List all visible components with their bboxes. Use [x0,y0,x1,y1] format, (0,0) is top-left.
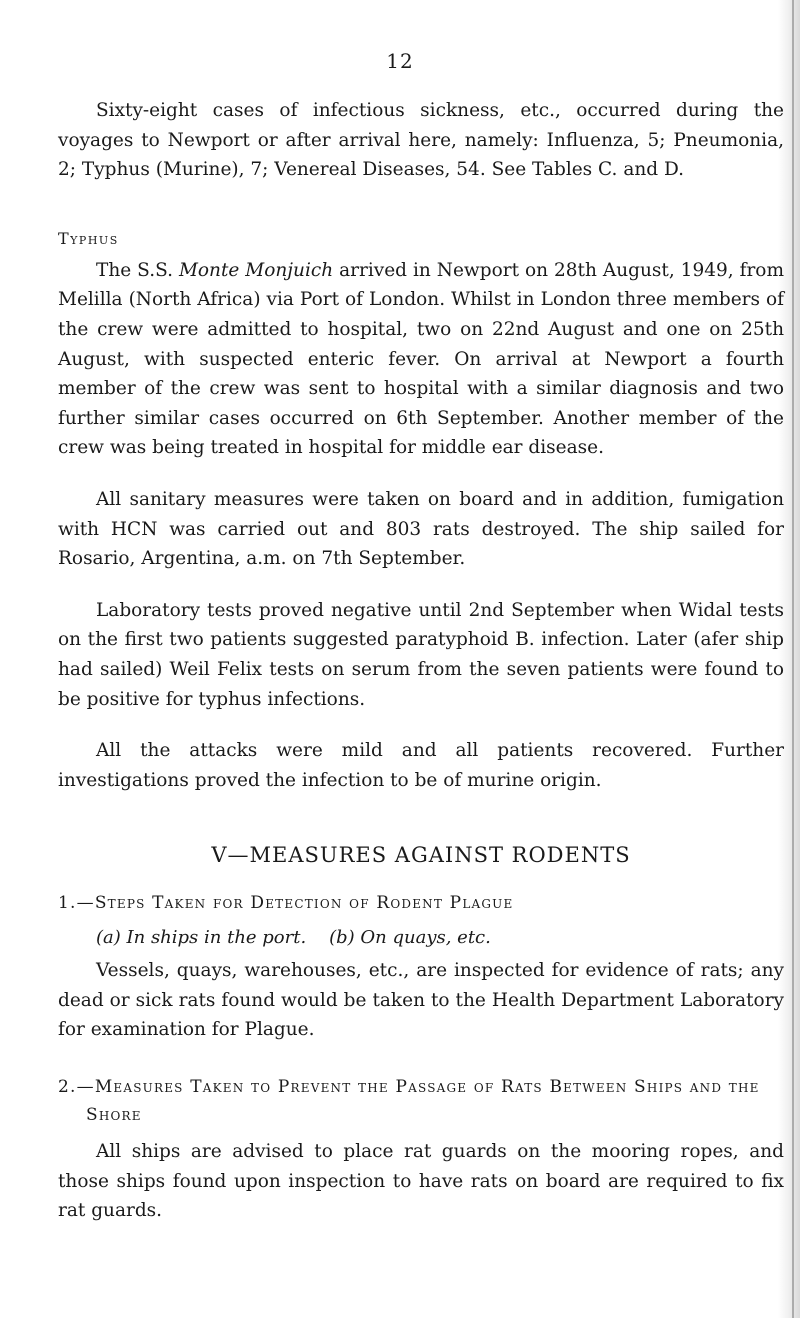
detection-sublist [58,927,784,948]
prevention-subheading: 2.—Measures Taken to Prevent the Passage of Rats Between Ships and the Shore [58,1077,760,1126]
detection-paragraph: Vessels, quays, warehouses, etc., are inspected for evidence of rats; any dead or sick rats found would be taken to the Health Department Laboratory for examination for Plague. [58,960,784,1041]
ship-name: Monte Monjuich [178,259,334,281]
sub-b-label: (b) [329,927,355,949]
intro-paragraph: Sixty-eight cases of infectious sickness, etc., occurred during the voyages to Newport or after arrival here, namely: Influenza, 5; Pneumonia, 2; Typhus (Murine), 7; Venereal Diseases, 54. See Tables C. and D. [58,100,784,181]
sub-a-text: In ships in the port. [126,927,307,949]
typhus-paragraph-1 [58,256,784,463]
typhus-para1-prefix: The S.S. [96,259,179,281]
typhus-paragraph-4: All the attacks were mild and all patients recovered. Further investigations proved the infection to be of murine origin. [58,740,784,791]
sub-b-text: On quays, etc. [360,927,491,949]
typhus-paragraph-2: All sanitary measures were taken on board and in addition, fumigation with HCN was carried out and 803 rats destroyed. The ship sailed for Rosario, Argentina, a.m. on 7th September. [58,488,784,570]
typhus-paragraph-3: Laboratory tests proved negative until 2nd September when Widal tests on the first two patients suggested paratyphoid B. infection. Later (afer ship had sailed) Weil Felix tests on serum from the seven patients were found to be positive for typhus infections. [58,599,784,710]
document-body [58,96,784,1226]
page-edge-line [792,0,794,1318]
typhus-para1-rest: arrived in Newport on 28th August, 1949, from Melilla (North Africa) via Port of London. Whilst in London three members of the crew were admitted to hospital, two on 22nd August and one on 25th August, with suspected enteric fever. On arrival at Newport a fourth member of the crew was sent to hospital with a similar diagnosis and two further similar cases occurred on 6th September. Another member of the crew was being treated in hospital for middle ear disease. [58,259,784,459]
rodents-section-heading: V—MEASURES AGAINST RODENTS [211,843,631,868]
page-number: 12 [386,49,414,73]
sub-a-label: (a) [96,927,121,949]
typhus-heading: Typhus [58,228,119,248]
detection-subheading: 1.—Steps Taken for Detection of Rodent Plague [58,893,514,914]
prevention-paragraph: All ships are advised to place rat guards on the mooring ropes, and those ships found upon inspection to have rats on board are required to fix rat guards. [58,1141,784,1222]
